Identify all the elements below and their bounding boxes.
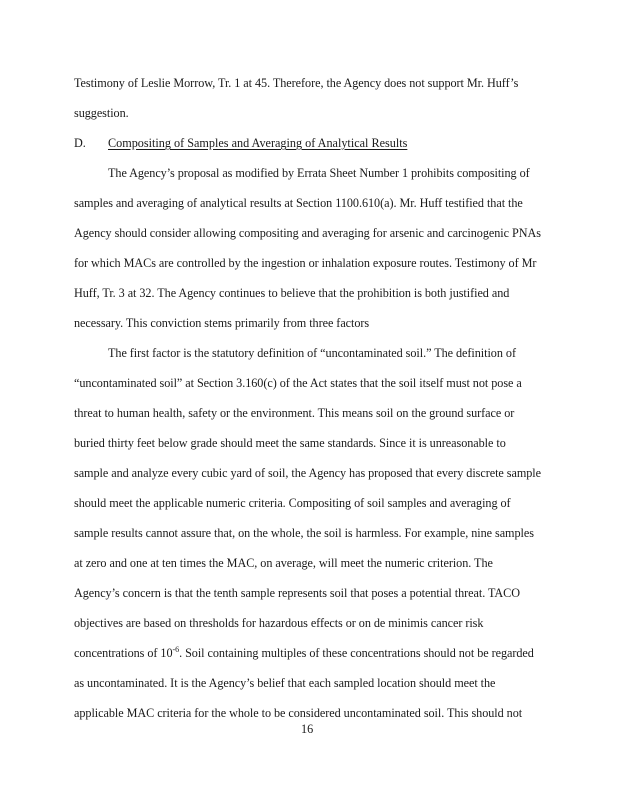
text-line: at zero and one at ten times the MAC, on average, will meet the numeric criterion. The [74, 556, 493, 570]
text-line: buried thirty feet below grade should meet the same standards. Since it is unreasonable to [74, 436, 506, 450]
text-line: Agency’s concern is that the tenth sample represents soil that poses a potential threat. TACO [74, 586, 520, 600]
text-line: The Agency’s proposal as modified by Errata Sheet Number 1 prohibits compositing of [108, 166, 530, 180]
text-line: samples and averaging of analytical results at Section 1100.610(a). Mr. Huff testified that the [74, 196, 523, 210]
text-line: suggestion. [74, 106, 129, 120]
text-line: sample results cannot assure that, on the whole, the soil is harmless. For example, nine samples [74, 526, 534, 540]
text-line: sample and analyze every cubic yard of soil, the Agency has proposed that every discrete sample [74, 466, 542, 480]
text-line: objectives are based on thresholds for hazardous effects or on de minimis cancer risk [74, 616, 484, 630]
text-line: “uncontaminated soil” at Section 3.160(c) of the Act states that the soil itself must not pose a [74, 376, 522, 390]
text-line: The first factor is the statutory definition of “uncontaminated soil.” The definition of [108, 346, 516, 360]
text-line: for which MACs are controlled by the ingestion or inhalation exposure routes. Testimony of Mr [74, 256, 537, 270]
text-line: Agency should consider allowing compositing and averaging for arsenic and carcinogenic PNAs [74, 226, 541, 240]
text-line: Huff, Tr. 3 at 32. The Agency continues to believe that the prohibition is both justified and [74, 286, 510, 300]
page-number: 16 [301, 722, 314, 736]
text-line: necessary. This conviction stems primarily from three factors [74, 316, 370, 330]
text-line: threat to human health, safety or the environment. This means soil on the ground surface or [74, 406, 515, 420]
text-segment: . Soil containing multiples of these concentrations should not be regarded [179, 646, 534, 660]
text-line: as uncontaminated. It is the Agency’s belief that each sampled location should meet the [74, 676, 496, 690]
section-letter: D. [74, 136, 86, 150]
text-line: Testimony of Leslie Morrow, Tr. 1 at 45. Therefore, the Agency does not support Mr. Huff’s [74, 76, 519, 90]
section-title: Compositing of Samples and Averaging of Analytical Results [108, 136, 408, 150]
text-line: applicable MAC criteria for the whole to be considered uncontaminated soil. This should not [74, 706, 523, 720]
text-segment: concentrations of 10 [74, 646, 173, 660]
text-line: should meet the applicable numeric criteria. Compositing of soil samples and averaging of [74, 496, 511, 510]
superscript-exponent: -6 [172, 644, 180, 654]
text-line-with-superscript [74, 646, 534, 660]
